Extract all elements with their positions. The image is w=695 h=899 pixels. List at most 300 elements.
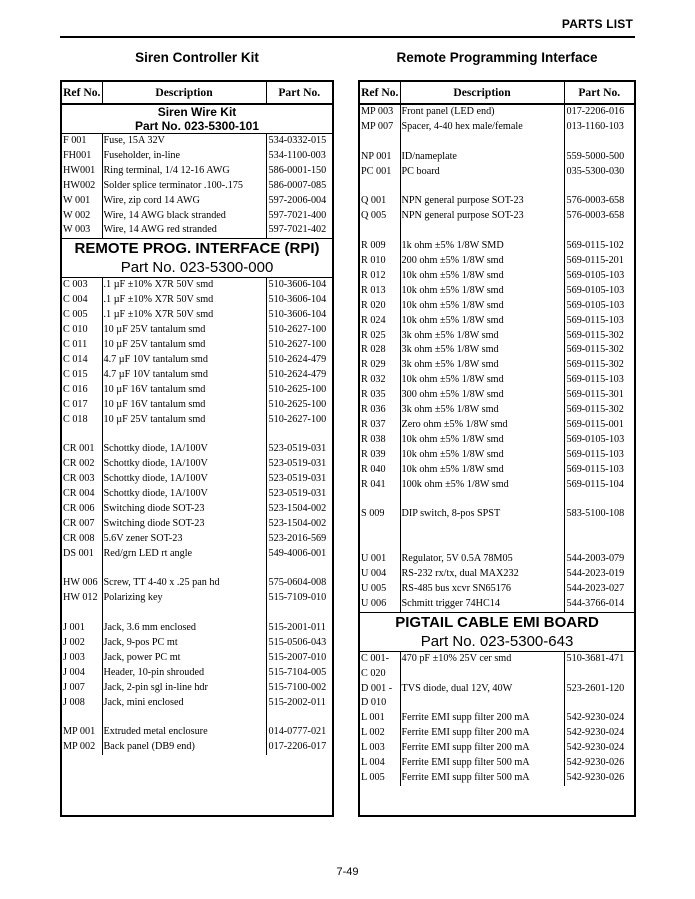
ref-no: W 003 xyxy=(63,224,91,236)
section-part-number: Part No. 023-5300-000 xyxy=(120,259,274,277)
description: Extruded metal enclosure xyxy=(102,725,266,740)
description: Solder splice terminator .100-.175 xyxy=(102,179,266,194)
table-row xyxy=(360,150,634,165)
description: 100k ohm ±5% 1/8W smd xyxy=(400,478,564,493)
ref-no: W 002 xyxy=(63,209,91,221)
part-no: 583-5100-108 xyxy=(564,507,634,537)
description: 470 pF ±10% 25V cer smd xyxy=(400,651,564,666)
part-no: 569-0115-103 xyxy=(564,314,634,329)
table-row xyxy=(360,696,634,711)
ref-no: D 001 - xyxy=(361,682,393,694)
table-row xyxy=(360,726,634,741)
description: 300 ohm ±5% 1/8W smd xyxy=(400,388,564,403)
ref-no: C 014 xyxy=(63,353,88,365)
ref-no: U 001 xyxy=(361,553,387,565)
description: Back panel (DB9 end) xyxy=(102,740,266,755)
ref-no: CR 004 xyxy=(63,488,95,500)
ref-no: CR 007 xyxy=(63,517,95,529)
table-row xyxy=(360,239,634,254)
ref-no: FH001 xyxy=(63,149,92,161)
ref-no: U 004 xyxy=(361,568,387,579)
part-no: 510-2627-100 xyxy=(266,323,332,338)
right-parts-table xyxy=(360,82,634,786)
part-no: 569-0115-103 xyxy=(564,448,634,463)
table-row xyxy=(62,338,332,353)
ref-no: C 005 xyxy=(63,309,88,321)
table-row xyxy=(360,254,634,269)
header-rule xyxy=(60,36,635,38)
table-row xyxy=(62,725,332,740)
description: 3k ohm ±5% 1/8W smd xyxy=(400,403,564,418)
description: Front panel (LED end) xyxy=(400,104,564,120)
description: 10k ohm ±5% 1/8W smd xyxy=(400,314,564,329)
description: Switching diode SOT-23 xyxy=(102,502,266,517)
part-no: 586-0001-150 xyxy=(266,164,332,179)
part-no: 544-2023-019 xyxy=(564,567,634,582)
description: RS-485 bus xcvr SN65176 xyxy=(400,582,564,597)
part-no: 523-2016-569 xyxy=(266,532,332,547)
part-no: 523-0519-031 xyxy=(266,487,332,502)
part-no: 510-3606-104 xyxy=(266,308,332,323)
ref-no xyxy=(360,180,400,195)
ref-no: C 003 xyxy=(63,279,88,291)
ref-no: J 004 xyxy=(63,666,85,678)
ref-no: L 001 xyxy=(361,712,385,724)
table-row xyxy=(62,532,332,547)
ref-no: R 036 xyxy=(361,404,386,416)
description: 3k ohm ±5% 1/8W smd xyxy=(400,343,564,358)
table-row xyxy=(360,463,634,478)
table-row xyxy=(62,368,332,383)
table-row xyxy=(62,149,332,164)
part-no: 542-9230-024 xyxy=(564,741,634,756)
table-row xyxy=(360,418,634,433)
table-row xyxy=(360,209,634,224)
ref-no: MP 007 xyxy=(361,120,394,132)
part-no: 542-9230-026 xyxy=(564,771,634,786)
table-row xyxy=(62,472,332,487)
part-no: 515-2002-011 xyxy=(266,696,332,711)
table-row xyxy=(360,299,634,314)
table-row xyxy=(360,741,634,756)
description xyxy=(400,667,564,682)
col-ref-no: Ref No. xyxy=(360,82,400,104)
table-row xyxy=(62,353,332,368)
description: Jack, 3.6 mm enclosed xyxy=(102,621,266,636)
part-no: 569-0115-001 xyxy=(564,418,634,433)
description: Jack, 9-pos PC mt xyxy=(102,636,266,651)
ref-no: C 011 xyxy=(63,338,88,350)
ref-no: L 004 xyxy=(361,757,385,769)
part-no: 542-9230-024 xyxy=(564,711,634,726)
ref-no: R 025 xyxy=(361,329,386,341)
part-no: 569-0115-302 xyxy=(564,403,634,418)
ref-no: R 035 xyxy=(361,389,386,401)
description: Zero ohm ±5% 1/8W smd xyxy=(400,418,564,433)
section-part-number: Part No. 023-5300-101 xyxy=(134,119,260,133)
ref-no: CR 001 xyxy=(63,443,95,455)
part-no xyxy=(564,135,634,150)
ref-no: J 002 xyxy=(63,637,85,649)
table-row xyxy=(62,651,332,666)
ref-no: C 020 xyxy=(361,667,386,679)
header-title: PARTS LIST xyxy=(561,17,633,31)
part-no: 569-0115-102 xyxy=(564,239,634,254)
table-row xyxy=(62,457,332,472)
ref-no xyxy=(360,224,400,239)
col-ref-no: Ref No. xyxy=(62,82,102,104)
ref-no: R 040 xyxy=(361,463,386,475)
table-row xyxy=(360,597,634,612)
part-no: 569-0115-302 xyxy=(564,343,634,358)
part-no: 569-0105-103 xyxy=(564,269,634,284)
description xyxy=(400,696,564,711)
part-no: 542-9230-024 xyxy=(564,726,634,741)
part-no xyxy=(266,427,332,442)
part-no: 569-0105-103 xyxy=(564,433,634,448)
part-no: 549-4006-001 xyxy=(266,547,332,562)
ref-no: R 032 xyxy=(361,374,386,386)
description: .1 µF ±10% X7R 50V smd xyxy=(102,278,266,293)
ref-no: R 024 xyxy=(361,314,386,326)
part-no: 510-2625-100 xyxy=(266,398,332,413)
ref-no xyxy=(62,606,102,621)
description: DIP switch, 8-pos SPST xyxy=(400,507,564,537)
description: RS-232 rx/tx, dual MAX232 xyxy=(400,567,564,582)
table-row xyxy=(360,358,634,373)
description: 4.7 µF 10V tantalum smd xyxy=(102,353,266,368)
blank-row xyxy=(360,135,634,150)
part-no: 523-0519-031 xyxy=(266,472,332,487)
ref-no: MP 001 xyxy=(63,726,96,738)
description: Ferrite EMI supp filter 500 mA xyxy=(400,771,564,786)
part-no: 597-2006-004 xyxy=(266,194,332,209)
blank-row xyxy=(360,224,634,239)
table-row xyxy=(62,681,332,696)
description: NPN general purpose SOT-23 xyxy=(400,209,564,224)
part-no: 510-3606-104 xyxy=(266,278,332,293)
description: 4.7 µF 10V tantalum smd xyxy=(102,368,266,383)
part-no: 569-0105-103 xyxy=(564,299,634,314)
description xyxy=(102,606,266,621)
table-row xyxy=(62,398,332,413)
blank-row xyxy=(360,180,634,195)
part-no xyxy=(564,493,634,508)
table-row xyxy=(360,567,634,582)
ref-no xyxy=(360,493,400,508)
description: Wire, 14 AWG red stranded xyxy=(102,223,266,238)
table-row xyxy=(62,547,332,562)
table-row xyxy=(360,651,634,666)
ref-no: CR 002 xyxy=(63,458,95,470)
ref-no: Q 005 xyxy=(361,210,387,222)
part-no: 035-5300-030 xyxy=(564,165,634,180)
left-table-header xyxy=(62,82,332,104)
table-row xyxy=(360,448,634,463)
blank-row xyxy=(360,537,634,552)
ref-no: R 029 xyxy=(361,359,386,371)
table-row xyxy=(62,194,332,209)
part-no: 569-0115-302 xyxy=(564,358,634,373)
table-row xyxy=(62,621,332,636)
blank-row xyxy=(62,427,332,442)
description: 3k ohm ±5% 1/8W smd xyxy=(400,358,564,373)
ref-no: S 009 xyxy=(361,508,385,520)
description: 10k ohm ±5% 1/8W smd xyxy=(400,373,564,388)
right-table-header xyxy=(360,82,634,104)
part-no: 523-1504-002 xyxy=(266,517,332,532)
table-row xyxy=(360,582,634,597)
table-row xyxy=(62,134,332,149)
description: Wire, 14 AWG black stranded xyxy=(102,209,266,224)
description: 10k ohm ±5% 1/8W smd xyxy=(400,284,564,299)
ref-no: D 010 xyxy=(361,697,387,709)
ref-no: F 001 xyxy=(63,135,87,146)
description: Polarizing key xyxy=(102,591,266,606)
ref-no: R 012 xyxy=(361,269,386,281)
ref-no: U 006 xyxy=(361,597,387,609)
table-row xyxy=(62,487,332,502)
ref-no xyxy=(62,711,102,726)
left-parts-table-frame xyxy=(60,80,334,817)
table-row xyxy=(62,666,332,681)
part-no: 014-0777-021 xyxy=(266,725,332,740)
part-no: 510-2624-479 xyxy=(266,353,332,368)
table-row xyxy=(62,278,332,293)
table-row xyxy=(360,120,634,135)
ref-no: HW002 xyxy=(63,179,96,191)
part-no: 515-7109-010 xyxy=(266,591,332,606)
ref-no: R 009 xyxy=(361,240,386,252)
table-row xyxy=(62,636,332,651)
part-no: 597-7021-400 xyxy=(266,209,332,224)
ref-no: C 004 xyxy=(63,294,88,306)
description: Red/grn LED rt angle xyxy=(102,547,266,562)
section-part-number: Part No. 023-5300-643 xyxy=(420,632,574,650)
description: Spacer, 4-40 hex male/female xyxy=(400,120,564,135)
ref-no: CR 008 xyxy=(63,532,95,544)
ref-no: L 003 xyxy=(361,742,385,754)
part-no: 559-5000-500 xyxy=(564,150,634,165)
part-no xyxy=(266,606,332,621)
col-description: Description xyxy=(102,82,266,104)
ref-no: R 010 xyxy=(361,255,386,267)
ref-no: R 013 xyxy=(361,284,386,296)
ref-no: W 001 xyxy=(63,194,91,206)
part-no: 515-7100-002 xyxy=(266,681,332,696)
part-no: 597-7021-402 xyxy=(266,223,332,238)
part-no: 523-2601-120 xyxy=(564,682,634,697)
ref-no: MP 002 xyxy=(63,741,96,753)
table-row xyxy=(360,552,634,567)
ref-no: J 001 xyxy=(63,622,85,634)
ref-no: DS 001 xyxy=(63,547,94,559)
description: .1 µF ±10% X7R 50V smd xyxy=(102,308,266,323)
table-row xyxy=(62,413,332,428)
table-row xyxy=(360,343,634,358)
description xyxy=(400,224,564,239)
description xyxy=(400,135,564,150)
description: Jack, power PC mt xyxy=(102,651,266,666)
description: 1k ohm ±5% 1/8W SMD xyxy=(400,239,564,254)
ref-no: J 008 xyxy=(63,696,85,708)
ref-no: U 005 xyxy=(361,582,387,594)
table-row xyxy=(62,323,332,338)
table-row xyxy=(360,329,634,344)
part-no xyxy=(564,180,634,195)
description: 10 µF 25V tantalum smd xyxy=(102,413,266,428)
page-number: 7-49 xyxy=(336,866,359,878)
description: 10k ohm ±5% 1/8W smd xyxy=(400,269,564,284)
ref-no: R 020 xyxy=(361,299,386,311)
section-title: REMOTE PROG. INTERFACE (RPI) xyxy=(74,240,320,258)
blank-row xyxy=(62,562,332,577)
description: 10k ohm ±5% 1/8W smd xyxy=(400,448,564,463)
part-no xyxy=(266,711,332,726)
part-no: 534-0332-015 xyxy=(266,134,332,149)
right-parts-table-frame xyxy=(358,80,636,817)
table-row xyxy=(62,576,332,591)
description: Screw, TT 4-40 x .25 pan hd xyxy=(102,576,266,591)
description: Jack, 2-pin sgl in-line hdr xyxy=(102,681,266,696)
table-row xyxy=(360,165,634,180)
description: 10k ohm ±5% 1/8W smd xyxy=(400,463,564,478)
description: 3k ohm ±5% 1/8W smd xyxy=(400,329,564,344)
part-no: 569-0105-103 xyxy=(564,284,634,299)
description: TVS diode, dual 12V, 40W xyxy=(400,682,564,697)
part-no: 510-3681-471 xyxy=(564,651,634,666)
part-no xyxy=(266,562,332,577)
ref-no: L 005 xyxy=(361,771,385,783)
ref-no: C 018 xyxy=(63,413,88,425)
ref-no: MP 003 xyxy=(361,106,394,117)
description xyxy=(102,427,266,442)
description xyxy=(400,180,564,195)
ref-no: HW 012 xyxy=(63,592,98,604)
part-no: 569-0115-302 xyxy=(564,329,634,344)
ref-no xyxy=(62,562,102,577)
description: Ferrite EMI supp filter 500 mA xyxy=(400,756,564,771)
part-no: 569-0115-103 xyxy=(564,463,634,478)
part-no: 575-0604-008 xyxy=(266,576,332,591)
description: Jack, mini enclosed xyxy=(102,696,266,711)
table-row xyxy=(360,433,634,448)
description: Ring terminal, 1/4 12-16 AWG xyxy=(102,164,266,179)
table-row xyxy=(360,314,634,329)
ref-no: R 039 xyxy=(361,448,386,460)
table-row xyxy=(62,223,332,238)
description: ID/nameplate xyxy=(400,150,564,165)
description: Wire, zip cord 14 AWG xyxy=(102,194,266,209)
description: Schottky diode, 1A/100V xyxy=(102,442,266,457)
section-header xyxy=(360,612,634,651)
description: Schmitt trigger 74HC14 xyxy=(400,597,564,612)
description xyxy=(102,711,266,726)
table-row xyxy=(360,478,634,493)
description: Switching diode SOT-23 xyxy=(102,517,266,532)
part-no: 515-7104-005 xyxy=(266,666,332,681)
part-no: 515-2007-010 xyxy=(266,651,332,666)
ref-no: J 003 xyxy=(63,651,85,663)
table-row xyxy=(360,388,634,403)
table-row xyxy=(62,740,332,755)
table-row xyxy=(360,104,634,120)
part-no: 510-2627-100 xyxy=(266,338,332,353)
ref-no: R 041 xyxy=(361,478,386,490)
blank-row xyxy=(360,493,634,508)
description: 5.6V zener SOT-23 xyxy=(102,532,266,547)
left-parts-table xyxy=(62,82,332,755)
table-row xyxy=(360,269,634,284)
description: Schottky diode, 1A/100V xyxy=(102,472,266,487)
ref-no: L 002 xyxy=(361,727,385,739)
description: 10 µF 16V tantalum smd xyxy=(102,383,266,398)
ref-no: J 007 xyxy=(63,681,85,693)
section-header xyxy=(62,104,332,134)
description: 10 µF 16V tantalum smd xyxy=(102,398,266,413)
part-no: 510-2624-479 xyxy=(266,368,332,383)
description: .1 µF ±10% X7R 50V smd xyxy=(102,293,266,308)
part-no: 017-2206-016 xyxy=(564,104,634,120)
ref-no: C 001- xyxy=(361,652,390,664)
ref-no: PC 001 xyxy=(361,165,392,177)
ref-no: CR 003 xyxy=(63,473,95,485)
table-row xyxy=(360,756,634,771)
ref-no: Q 001 xyxy=(361,195,387,207)
description: Ferrite EMI supp filter 200 mA xyxy=(400,711,564,726)
description: NPN general purpose SOT-23 xyxy=(400,194,564,209)
table-row xyxy=(62,383,332,398)
description: Schottky diode, 1A/100V xyxy=(102,487,266,502)
ref-no: R 037 xyxy=(361,418,386,430)
description: Fuse, 15A 32V xyxy=(102,134,266,149)
description: 10k ohm ±5% 1/8W smd xyxy=(400,299,564,314)
part-no xyxy=(564,667,634,682)
table-row xyxy=(62,591,332,606)
part-no: 576-0003-658 xyxy=(564,194,634,209)
part-no: 542-9230-026 xyxy=(564,756,634,771)
description: 10 µF 25V tantalum smd xyxy=(102,323,266,338)
table-row xyxy=(360,373,634,388)
ref-no: HW001 xyxy=(63,164,96,176)
part-no xyxy=(564,224,634,239)
part-no: 017-2206-017 xyxy=(266,740,332,755)
description xyxy=(400,493,564,508)
part-no: 534-1100-003 xyxy=(266,149,332,164)
part-no: 569-0115-301 xyxy=(564,388,634,403)
table-row xyxy=(62,308,332,323)
part-no xyxy=(564,696,634,711)
blank-row xyxy=(62,711,332,726)
col-description: Description xyxy=(400,82,564,104)
description: Ferrite EMI supp filter 200 mA xyxy=(400,726,564,741)
part-no: 576-0003-658 xyxy=(564,209,634,224)
table-row xyxy=(360,403,634,418)
ref-no xyxy=(62,427,102,442)
description: Header, 10-pin shrouded xyxy=(102,666,266,681)
description: Fuseholder, in-line xyxy=(102,149,266,164)
ref-no xyxy=(360,135,400,150)
part-no: 544-2023-027 xyxy=(564,582,634,597)
table-row xyxy=(62,696,332,711)
part-no: 510-2625-100 xyxy=(266,383,332,398)
table-row xyxy=(62,209,332,224)
part-no: 544-3766-014 xyxy=(564,597,634,612)
part-no: 569-0115-201 xyxy=(564,254,634,269)
table-row xyxy=(62,517,332,532)
col-part-no: Part No. xyxy=(266,82,332,104)
ref-no: HW 006 xyxy=(63,577,98,589)
